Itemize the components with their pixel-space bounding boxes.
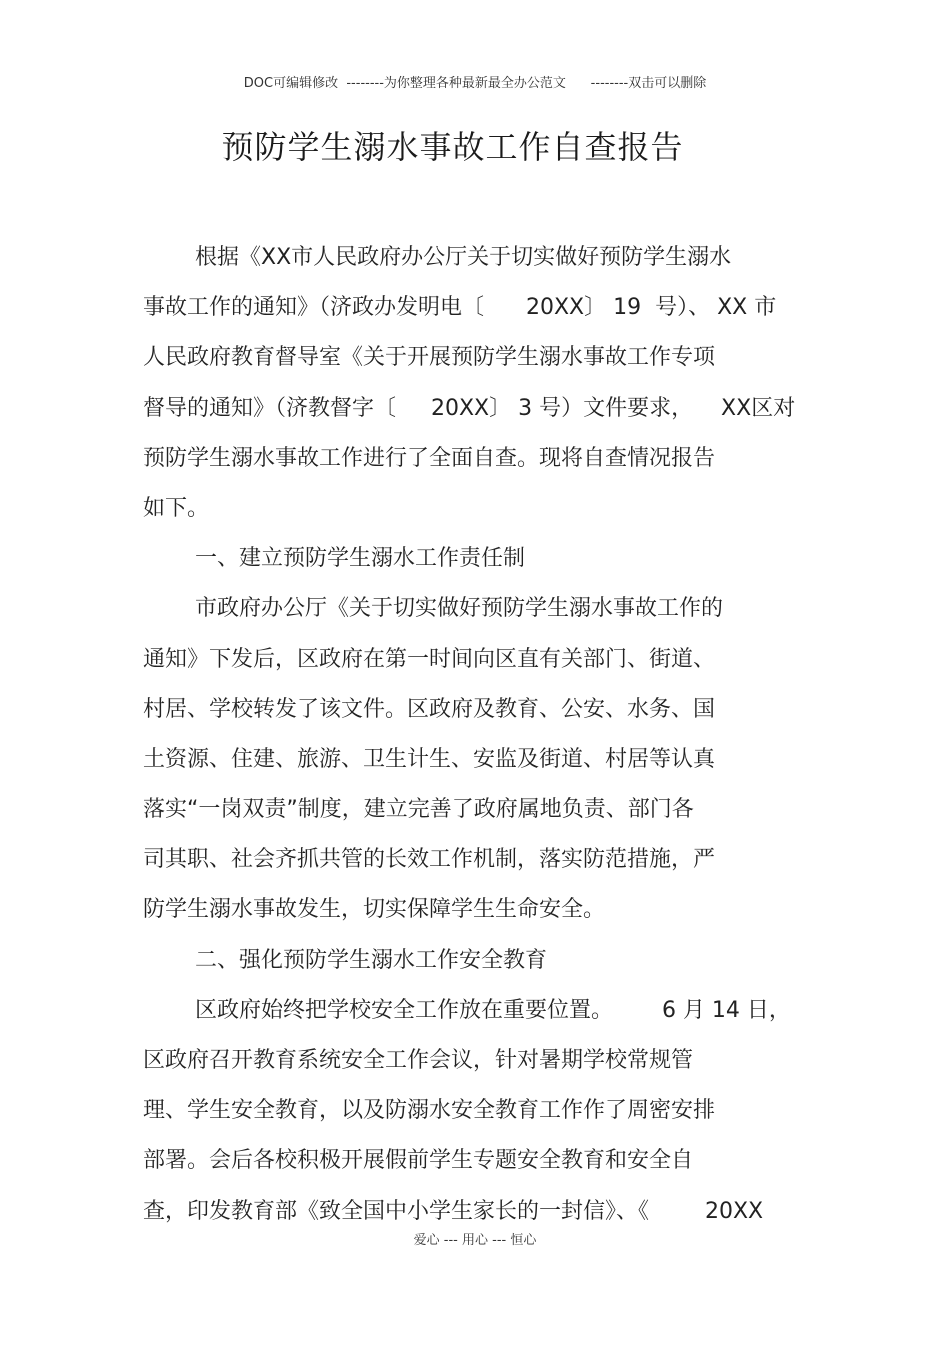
body-line: 落实“一岗双责”制度，建立完善了政府属地负责、部门各 xyxy=(143,797,694,823)
page-footer: 爱心 --- 用心 --- 恒心 xyxy=(413,1233,537,1248)
body-line: 督导的通知》（济教督字〔 20XX〕 3 号）文件要求， XX区对 xyxy=(143,395,796,421)
body-line: 司其职、社会齐抓共管的长效工作机制，落实防范措施，严 xyxy=(143,847,716,873)
body-line: 根据《XX市人民政府办公厅关于切实做好预防学生溺水 xyxy=(195,245,732,270)
body-line: 查，印发教育部《致全国中小学生家长的一封信》、《 20XX xyxy=(143,1198,764,1224)
body-line: 防学生溺水事故发生，切实保障学生生命安全。 xyxy=(143,897,606,923)
body-line: 事故工作的通知》（济政办发明电〔 20XX〕 19 号）、 XX 市 xyxy=(143,295,777,321)
body-line: 村居、学校转发了该文件。区政府及教育、公安、水务、国 xyxy=(143,696,716,722)
body-line: 通知》下发后，区政府在第一时间向区直有关部门、街道、 xyxy=(143,646,716,672)
document-title: 预防学生溺水事故工作自查报告 xyxy=(221,128,684,166)
body-line: 土资源、住建、旅游、卫生计生、安监及街道、村居等认真 xyxy=(143,746,716,772)
section-heading: 一、建立预防学生溺水工作责任制 xyxy=(195,546,526,572)
body-line: 部署。会后各校积极开展假前学生专题安全教育和安全自 xyxy=(143,1148,694,1174)
body-line: 区政府始终把学校安全工作放在重要位置。 6 月 14 日， xyxy=(195,997,791,1023)
body-line: 人民政府教育督导室《关于开展预防学生溺水事故工作专项 xyxy=(143,345,716,371)
body-line: 市政府办公厅《关于切实做好预防学生溺水事故工作的 xyxy=(195,596,724,622)
section-heading: 二、强化预防学生溺水工作安全教育 xyxy=(195,947,548,973)
page-header: DOC可编辑修改 --------为你整理各种最新最全办公范文 --------双击可以删除 xyxy=(243,76,707,91)
body-line: 如下。 xyxy=(143,495,210,521)
body-line: 预防学生溺水事故工作进行了全面自查。现将自查情况报告 xyxy=(143,445,716,471)
body-line: 理、学生安全教育，以及防溺水安全教育工作作了周密安排 xyxy=(143,1098,716,1124)
body-line: 区政府召开教育系统安全工作会议，针对暑期学校常规管 xyxy=(143,1048,694,1073)
document-body xyxy=(143,238,813,1242)
